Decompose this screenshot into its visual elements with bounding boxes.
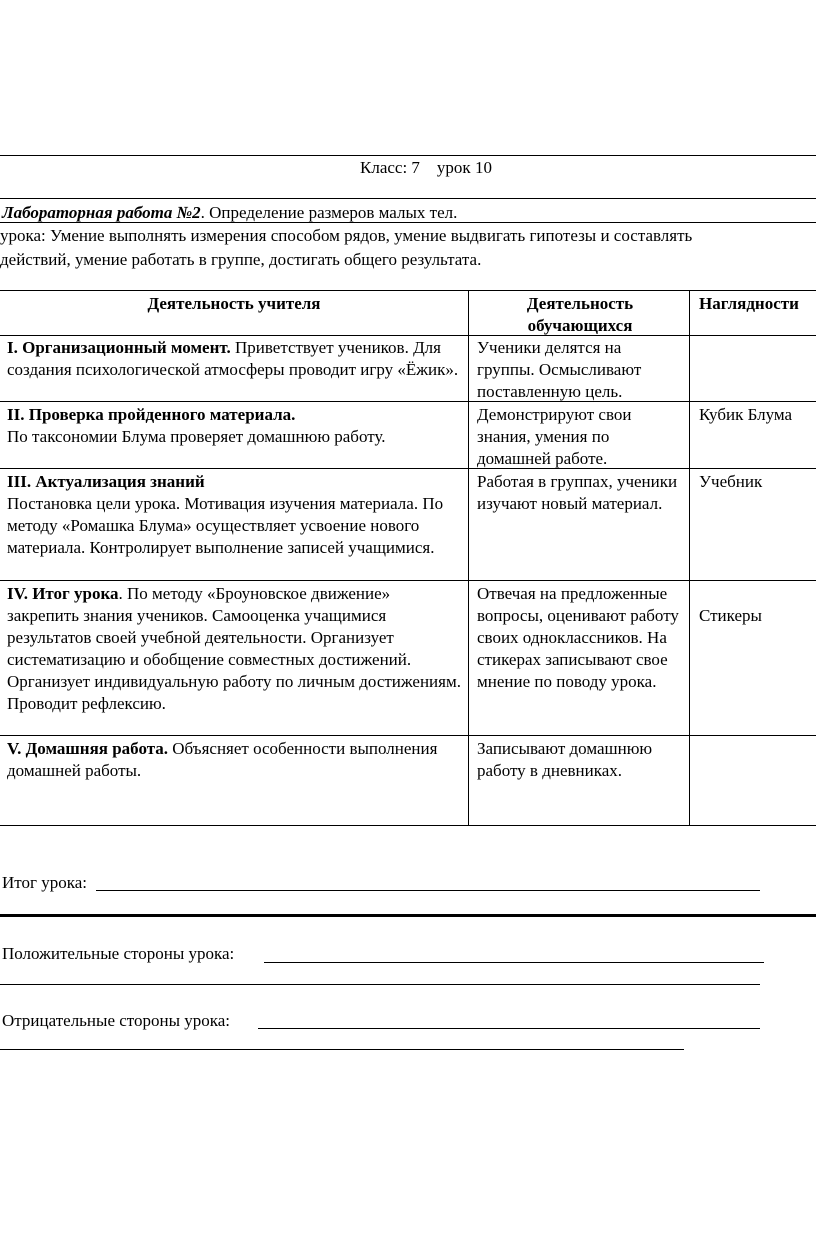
lab-title-rest: . Определение размеров малых тел. (200, 203, 458, 222)
row-5-title: V. Домашняя работа. (7, 739, 169, 758)
table-row-3-visual: Учебник (699, 472, 763, 491)
row-3-title: III. Актуализация знаний (7, 472, 205, 491)
row-4-text: . По методу «Броуновское движение» закрепить знания учеников. Самооценка учащимися результатов своей учебной деятельности. Организует систематизацию и обобщение совместных достижений. Организует индивидуальную работу по личным достижениям. Проводит рефлексию. (7, 584, 461, 713)
table-row2-bottom (0, 468, 816, 469)
negative-blank-line-1 (258, 1028, 760, 1029)
positive-blank-line-1 (264, 962, 764, 963)
table-row4-bottom (0, 735, 816, 736)
table-row-4-teacher (7, 583, 462, 715)
row-4-title: IV. Итог урока (7, 584, 119, 603)
table-row-3-teacher (7, 471, 462, 559)
col-header-teacher: Деятельность учителя (147, 294, 321, 313)
row-2-title: II. Проверка пройденного материала. (7, 405, 296, 424)
table-row1-bottom (0, 401, 816, 402)
row-1-text: Приветствует учеников. Для создания психологической атмосферы проводит игру «Ёжик». (7, 338, 459, 379)
table-row-1-students: Ученики делятся на группы. Осмысливают поставленную цель. (477, 338, 642, 401)
row-2-text: По таксономии Блума проверяет домашнюю работу. (7, 427, 386, 446)
table-bottom (0, 825, 816, 826)
goal-line-1: урока: Умение выполнять измерения способом рядов, умение выдвигать гипотезы и составлять (0, 226, 693, 245)
table-row-2-teacher (7, 404, 462, 448)
col-divider-2 (689, 290, 690, 826)
table-row-5-students: Записывают домашнюю работу в дневниках. (477, 739, 653, 780)
thick-divider (0, 914, 816, 917)
row-1-title: I. Организационный момент. (7, 338, 231, 357)
col-header-visual: Наглядности (699, 294, 799, 313)
lab-title-italic: Лабораторная работа №2 (2, 203, 201, 222)
lab-title (2, 202, 457, 224)
table-top (0, 290, 816, 291)
negative-blank-line-2 (0, 1049, 684, 1050)
table-header-bottom (0, 335, 816, 336)
positive-label: Положительные стороны урока: (2, 944, 235, 963)
goal-line-2: действий, умение работать в группе, достигать общего результата. (0, 250, 482, 269)
result-blank-line (96, 890, 760, 891)
col-header-students: Деятельность обучающихся (526, 294, 634, 335)
rule-2 (0, 198, 816, 199)
result-label: Итог урока: (2, 873, 87, 892)
top-rule (0, 155, 816, 156)
table-row-1-teacher (7, 337, 462, 381)
row-3-text: Постановка цели урока. Мотивация изучения материала. По методу «Ромашка Блума» осуществляет усвоение нового материала. Контролирует выполнение записей учащимися. (7, 494, 444, 557)
col-divider-1 (468, 290, 469, 826)
positive-blank-line-2 (0, 984, 760, 985)
class-lesson-line: Класс: 7 урок 10 (360, 158, 492, 177)
rule-3 (0, 222, 816, 223)
table-row-2-students: Демонстрируют свои знания, умения по домашней работе. (477, 405, 632, 468)
table-row-2-visual: Кубик Блума (699, 405, 793, 424)
table-row-4-students: Отвечая на предложенные вопросы, оценивают работу своих одноклассников. На стикерах записывают свое мнение по поводу урока. (477, 584, 679, 691)
table-row-3-students: Работая в группах, ученики изучают новый материал. (477, 472, 678, 513)
row-5-text: Объясняет особенности выполнения домашней работы. (7, 739, 438, 780)
table-row-5-teacher (7, 738, 462, 782)
negative-label: Отрицательные стороны урока: (2, 1011, 231, 1030)
table-row3-bottom (0, 580, 816, 581)
table-row-4-visual: Стикеры (699, 606, 762, 625)
